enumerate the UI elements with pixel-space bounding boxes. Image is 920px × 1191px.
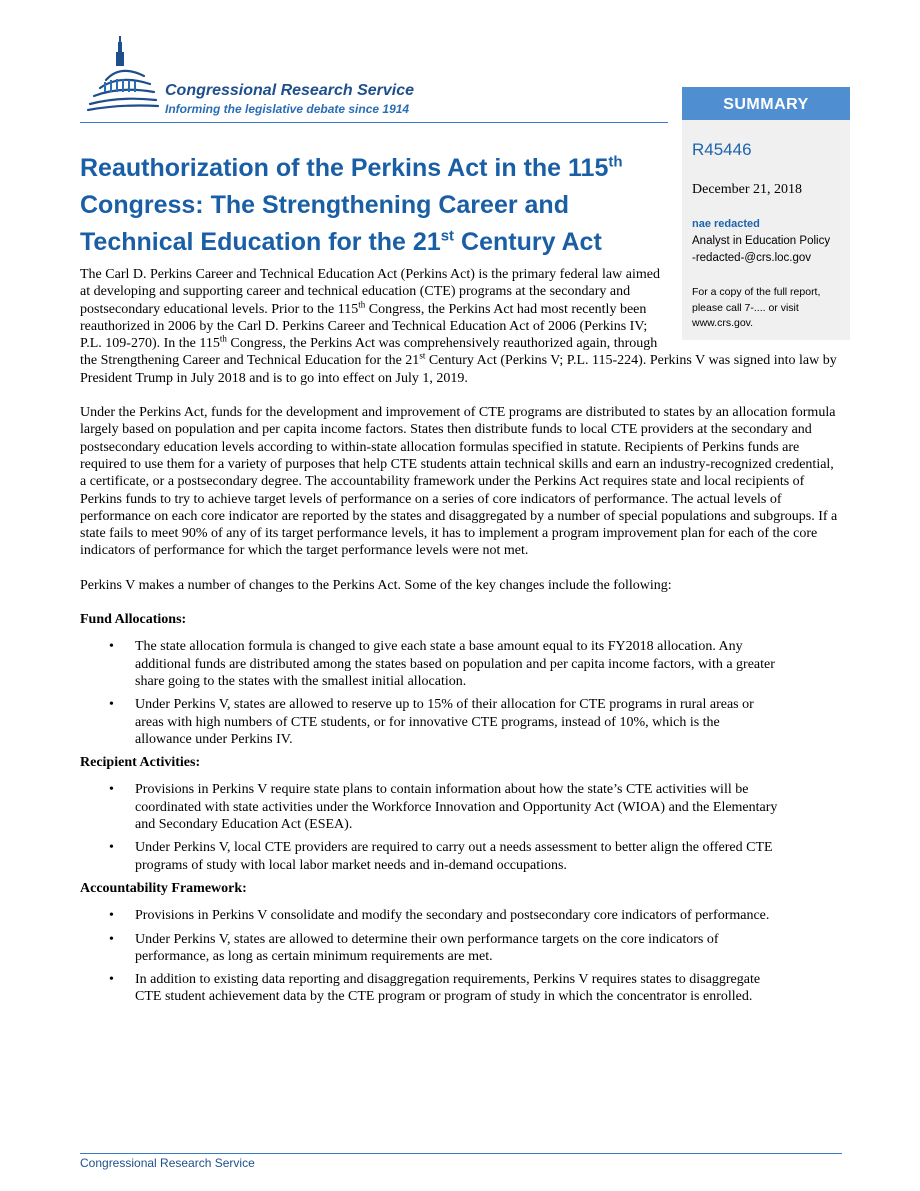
section-heading-recipient-activities: Recipient Activities: bbox=[80, 755, 201, 771]
author-name: nae redacted bbox=[692, 218, 760, 230]
list-item: • Under Perkins V, local CTE providers are required to carry out a needs assessment to better align the offered CTE programs of study with local labor market needs and in-demand occupations. bbox=[80, 839, 840, 874]
list-item: • Provisions in Perkins V consolidate and modify the secondary and postsecondary core indicators of performance. bbox=[80, 907, 840, 924]
recipient-activities-list bbox=[80, 781, 840, 873]
footer-divider bbox=[80, 1153, 842, 1154]
section-heading-fund-allocations: Fund Allocations: bbox=[80, 612, 187, 628]
footer-org-name: Congressional Research Service bbox=[80, 1156, 255, 1170]
summary-label: SUMMARY bbox=[682, 87, 850, 120]
copy-note: For a copy of the full report, please call 7-.... or visit www.crs.gov. bbox=[692, 286, 821, 329]
summary-body bbox=[80, 266, 840, 1012]
report-number: R45446 bbox=[692, 140, 752, 159]
intro-paragraph: The Carl D. Perkins Career and Technical Education Act (Perkins Act) is the primary federal law aimed at developing and supporting career and technical education (CTE) programs at the secondary and postsecondary educational levels. Prior to the 115th Congress, the Perkins Act had most recently been reauthorized in 2006 by the Carl D. Perkins Career and Technical Education Act of 2006 (Perkins IV; P.L. 109-270). In the 115th Congress, the Perkins Act was comprehensively reauthorized again, through the Strengthening Career and Technical Education for the 21st Century Act (Perkins V; P.L. 115-224). Perkins V was signed into law by President Trump in July 2018 and is to go into effect on July 1, 2019. bbox=[80, 267, 837, 386]
author-email: -redacted-@crs.loc.gov bbox=[692, 252, 812, 264]
report-date: December 21, 2018 bbox=[692, 182, 803, 197]
page-title: Reauthorization of the Perkins Act in the 115th Congress: The Strengthening Career and Technical Education for the 21st Century Act bbox=[80, 153, 623, 256]
org-name: Congressional Research Service bbox=[165, 82, 415, 99]
list-item: • Provisions in Perkins V require state plans to contain information about how the state’s CTE activities will be coordinated with state activities under the Workforce Innovation and Opportunity Act (WIOA) and the Elementary and Secondary Education Act (ESEA). bbox=[80, 781, 840, 833]
list-item: • Under Perkins V, states are allowed to determine their own performance targets on the core indicators of performance, as long as certain minimum requirements are met. bbox=[80, 931, 840, 966]
capitol-dome-icon bbox=[80, 34, 170, 122]
list-item: • Under Perkins V, states are allowed to reserve up to 15% of their allocation for CTE programs in rural areas or areas with high numbers of CTE students, or for innovative CTE programs, instead of 10%, which is the allowance under Perkins IV. bbox=[80, 696, 840, 748]
funding-paragraph: Under the Perkins Act, funds for the development and improvement of CTE programs are distributed to states by an allocation formula largely based on population and per capita income factors. States then distribute funds to local CTE providers at the secondary and postsecondary education levels according to within-state allocation formulas specified in statute. Recipients of Perkins funds are required to use them for a variety of purposes that help CTE students attain technical skills and earn an industry-recognized credential, a certificate, or a postsecondary degree. The accountability framework under the Perkins Act requires state and local recipients of Perkins funds to try to achieve target levels of performance on a series of core indicators of performance. The actual levels of performance on each core indicator are reported by the states and disaggregated by a number of special populations and subgroups. If a state fails to meet 90% of any of its target performance levels, it has to implement a program improvement plan for each of the core indicators of performance for which the target performance levels were not met. bbox=[80, 405, 838, 559]
author-title: Analyst in Education Policy bbox=[692, 235, 831, 247]
fund-allocations-list bbox=[80, 638, 840, 748]
changes-intro-paragraph: Perkins V makes a number of changes to the Perkins Act. Some of the key changes include the following: bbox=[80, 577, 672, 593]
accountability-framework-list bbox=[80, 907, 840, 1005]
section-heading-accountability-framework: Accountability Framework: bbox=[80, 880, 247, 896]
list-item: • In addition to existing data reporting and disaggregation requirements, Perkins V requires states to disaggregate CTE student achievement data by the CTE program or program of study in which the concentrator is enrolled. bbox=[80, 971, 840, 1006]
org-tagline: Informing the legislative debate since 1914 bbox=[165, 102, 410, 116]
list-item: • The state allocation formula is changed to give each state a base amount equal to its FY2018 allocation. Any additional funds are distributed among the states based on population and per capita income factors, with a greater share going to the states with the smallest initial allocation. bbox=[80, 638, 840, 690]
header-divider bbox=[80, 122, 668, 123]
